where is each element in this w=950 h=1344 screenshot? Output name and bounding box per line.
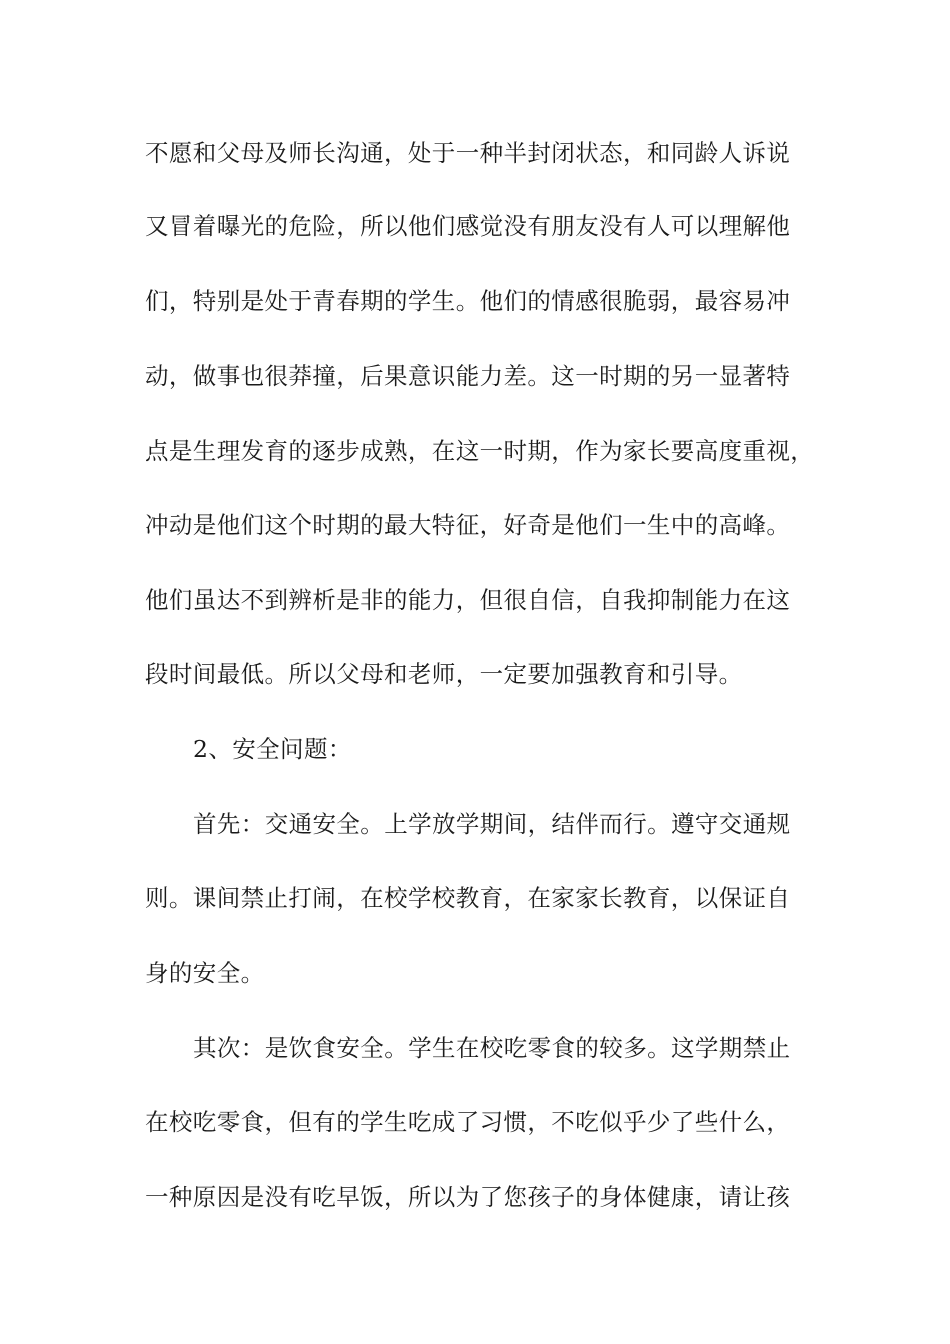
text-line: 则。课间禁止打闹，在校学校教育，在家家长教育，以保证自 [145,884,791,912]
paragraph-start: 首先：交通安全。上学放学期间，结伴而行。遵守交通规 [193,810,791,838]
text-line: 在校吃零食，但有的学生吃成了习惯，不吃似乎少了些什么， [145,1108,791,1136]
text-line: 身的安全。 [145,959,265,987]
text-line: 点是生理发育的逐步成熟，在这一时期，作为家长要高度重视， [145,437,815,465]
paragraph-start: 其次：是饮食安全。学生在校吃零食的较多。这学期禁止 [193,1034,791,1062]
section-heading: 2、安全问题： [193,735,352,763]
text-line: 们，特别是处于青春期的学生。他们的情感很脆弱，最容易冲 [145,287,791,315]
text-line: 又冒着曝光的危险，所以他们感觉没有朋友没有人可以理解他 [145,212,791,240]
text-line: 他们虽达不到辨析是非的能力，但很自信，自我抑制能力在这 [145,586,791,614]
text-line: 一种原因是没有吃早饭，所以为了您孩子的身体健康，请让孩 [145,1183,791,1211]
text-line: 冲动是他们这个时期的最大特征，好奇是他们一生中的高峰。 [145,511,791,539]
text-line: 段时间最低。所以父母和老师，一定要加强教育和引导。 [145,660,743,688]
text-line: 不愿和父母及师长沟通，处于一种半封闭状态，和同龄人诉说 [145,139,791,167]
text-line: 动，做事也很莽撞，后果意识能力差。这一时期的另一显著特 [145,362,791,390]
